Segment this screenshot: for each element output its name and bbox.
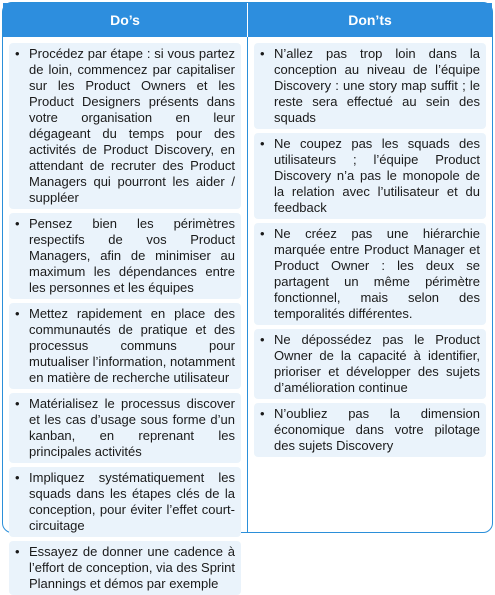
dos-column <box>3 37 248 591</box>
dos-header: Do’s <box>3 3 248 37</box>
dos-item-text: Procédez par étape : si vous partez de loin, commencez par capitaliser sur les Product Owners et les Product Designers présents dans votre organisation en leur dégageant du temps pour des activités de Product Discovery, en attendant de recruter des Product Managers qui pourront les aider / suppléer <box>29 46 235 205</box>
bullet-icon: • <box>260 46 265 61</box>
donts-item-text: N’allez pas trop loin dans la conception au niveau de l’équipe Discovery : une story map suffit ; le reste sera effectué au sein des squads <box>274 46 480 125</box>
dos-item-text: Essayez de donner une cadence à l’effort de conception, via des Sprint Plannings et démos par exemple <box>29 544 235 591</box>
bullet-icon: • <box>15 46 20 61</box>
donts-item-text: Ne créez pas une hiérarchie marquée entre Product Manager et Product Owner : les deux se partagent un même périmètre fonctionnel, mais selon des temporalités différentes. <box>274 226 480 321</box>
donts-item-text: N’oubliez pas la dimension économique dans votre pilotage des sujets Discovery <box>274 406 480 453</box>
dos-item <box>9 467 241 537</box>
donts-column <box>248 37 492 532</box>
donts-item-text: Ne coupez pas les squads des utilisateurs ; l’équipe Product Discovery n’a pas le monopole de la relation avec l’utilisateur et du feedback <box>274 136 480 215</box>
dos-item <box>9 393 241 463</box>
dos-item <box>9 303 241 389</box>
dos-donts-table <box>2 2 493 591</box>
dos-item <box>9 43 241 209</box>
bullet-icon: • <box>15 306 20 321</box>
bullet-icon: • <box>260 406 265 421</box>
dos-item-text: Impliquez systématiquement les squads dans les étapes clés de la conception, pour éviter l’effet court-circuitage <box>29 470 235 533</box>
bullet-icon: • <box>260 226 265 241</box>
dos-item <box>9 213 241 299</box>
donts-item-text: Ne dépossédez pas le Product Owner de la capacité à identifier, prioriser et développer des sujets d’amélioration continue <box>274 332 480 395</box>
bullet-icon: • <box>15 396 20 411</box>
donts-item <box>254 329 486 399</box>
bullet-icon: • <box>15 544 20 559</box>
bullet-icon: • <box>260 136 265 151</box>
dos-item-text: Matérialisez le processus discover et les cas d’usage sous forme d’un kanban, en reprenant les principales activités <box>29 396 235 459</box>
donts-item <box>254 43 486 129</box>
donts-item <box>254 133 486 219</box>
dos-item <box>9 541 241 595</box>
bullet-icon: • <box>15 470 20 485</box>
dos-item-text: Mettez rapidement en place des communautés de pratique et des processus communs pour mutualiser l’information, notamment en matière de recherche utilisateur <box>29 306 235 385</box>
donts-item <box>254 223 486 325</box>
donts-header: Don’ts <box>348 12 392 28</box>
donts-item <box>254 403 486 457</box>
bullet-icon: • <box>260 332 265 347</box>
bullet-icon: • <box>15 216 20 231</box>
table-body <box>3 37 492 591</box>
table-header <box>3 3 492 37</box>
dos-item-text: Pensez bien les périmètres respectifs de vos Product Managers, afin de minimiser au maximum les dépendances entre les personnes et les équipes <box>29 216 235 295</box>
